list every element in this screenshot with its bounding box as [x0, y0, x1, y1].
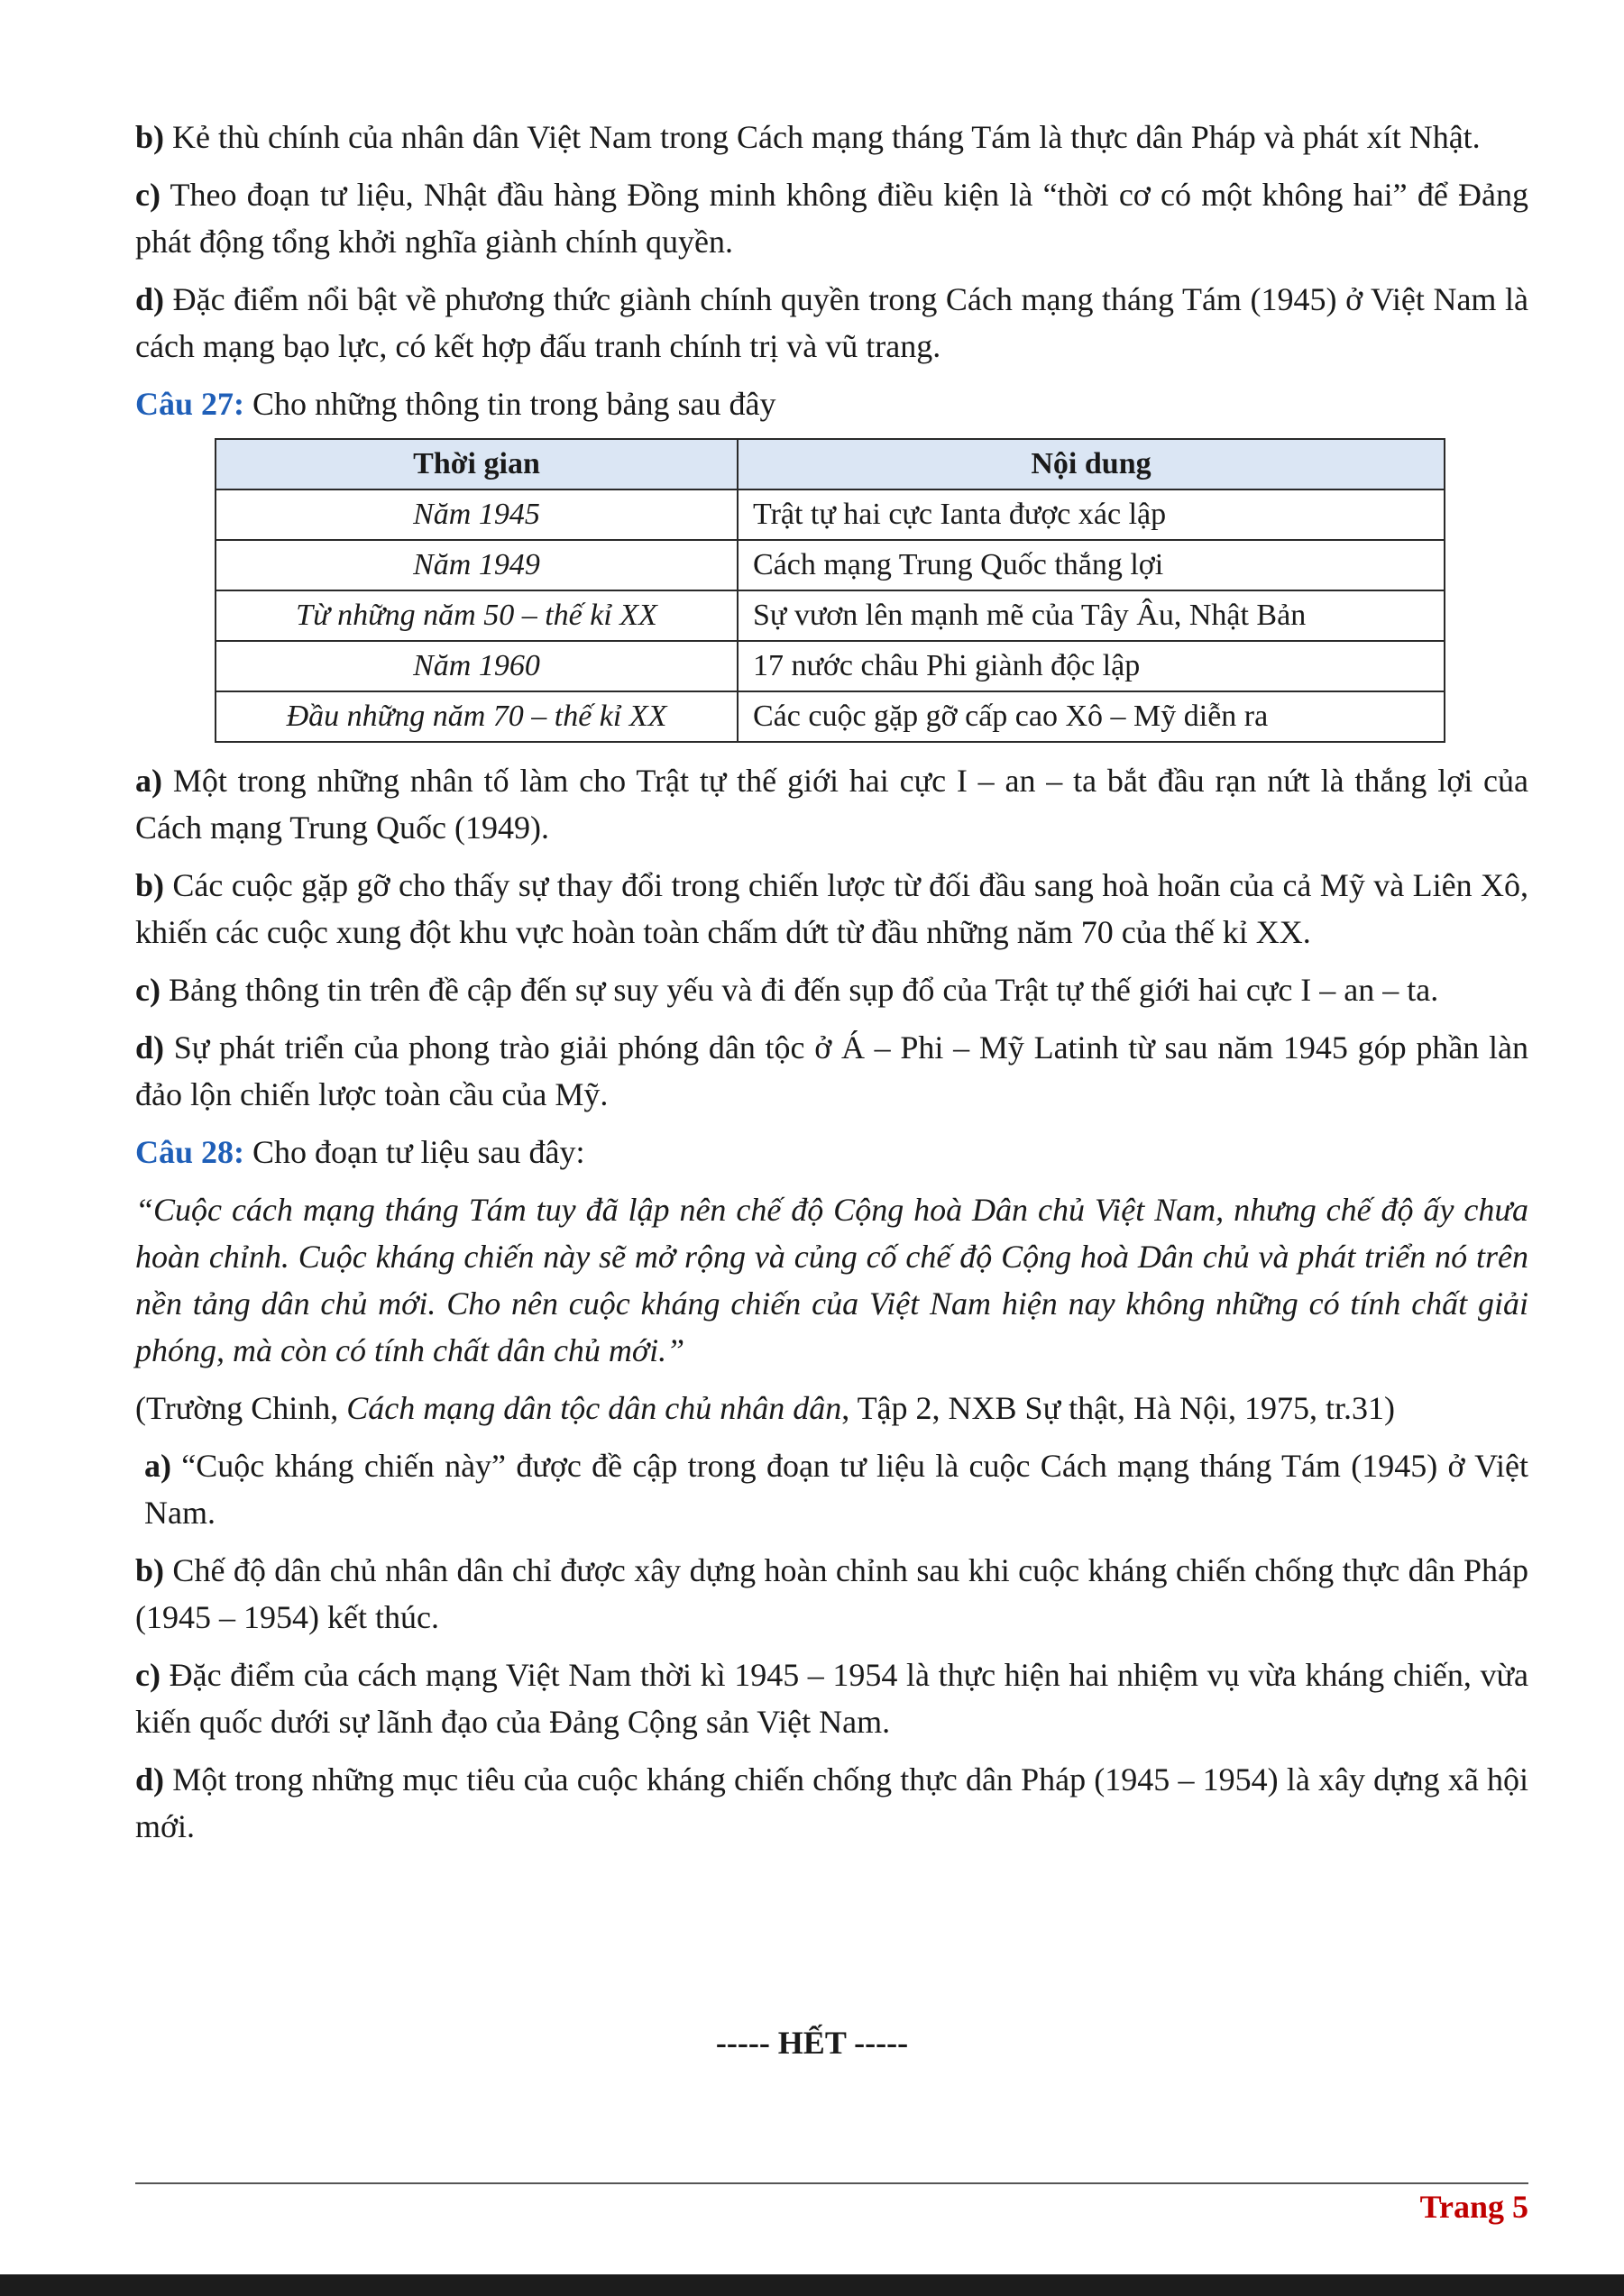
table-row: [216, 540, 1445, 590]
option-text: Chế độ dân chủ nhân dân chỉ được xây dựng hoàn chỉnh sau khi cuộc kháng chiến chống thực dân Pháp (1945 – 1954) kết thúc.: [135, 1552, 1528, 1635]
table-cell-time: Năm 1949: [216, 540, 738, 590]
option-label: a): [135, 763, 162, 799]
q26-option-b: [135, 114, 1528, 160]
table-cell-content: Sự vươn lên mạnh mẽ của Tây Âu, Nhật Bản: [738, 590, 1445, 641]
question-prompt: Cho những thông tin trong bảng sau đây: [244, 386, 776, 422]
q28-option-a: [135, 1442, 1528, 1536]
option-text: Một trong những nhân tố làm cho Trật tự thế giới hai cực I – an – ta bắt đầu rạn nứt là thắng lợi của Cách mạng Trung Quốc (1949).: [135, 763, 1528, 846]
question-prompt: Cho đoạn tư liệu sau đây:: [244, 1134, 585, 1170]
option-text: Sự phát triển của phong trào giải phóng dân tộc ở Á – Phi – Mỹ Latinh từ sau năm 1945 góp phần làn đảo lộn chiến lược toàn cầu của Mỹ.: [135, 1029, 1528, 1112]
footer-divider: [135, 2182, 1528, 2184]
q27-heading: [135, 380, 1528, 427]
q27-option-d: [135, 1024, 1528, 1118]
info-table: [215, 438, 1445, 743]
q28-option-d: [135, 1756, 1528, 1850]
option-text: Các cuộc gặp gỡ cho thấy sự thay đổi trong chiến lược từ đối đầu sang hoà hoãn của cả Mỹ và Liên Xô, khiến các cuộc xung đột khu vực hoàn toàn chấm dứt từ đầu những năm 70 của thế kỉ XX.: [135, 867, 1528, 950]
option-label: a): [144, 1448, 171, 1484]
document-body: [135, 114, 1528, 1861]
table-header-row: [216, 439, 1445, 489]
end-marker: ----- HẾT -----: [715, 2025, 909, 2061]
q28-heading: [135, 1129, 1528, 1175]
option-text: Bảng thông tin trên đề cập đến sự suy yếu và đi đến sụp đổ của Trật tự thế giới hai cực I – an – ta.: [160, 972, 1439, 1008]
option-label: b): [135, 1552, 165, 1588]
source-citation: [135, 1385, 1528, 1432]
table-cell-time: Năm 1945: [216, 489, 738, 540]
question-number: Câu 28:: [135, 1134, 245, 1170]
table-cell-content: Các cuộc gặp gỡ cấp cao Xô – Mỹ diễn ra: [738, 691, 1445, 742]
option-label: d): [135, 281, 165, 317]
option-label: d): [135, 1761, 165, 1797]
citation-prefix: (Trường Chinh,: [135, 1390, 347, 1426]
option-text: Theo đoạn tư liệu, Nhật đầu hàng Đồng minh không điều kiện là “thời cơ có một không hai” để Đảng phát động tổng khởi nghĩa giành chính quyền.: [135, 177, 1528, 260]
q28-option-c: [135, 1651, 1528, 1745]
option-text: Đặc điểm nổi bật về phương thức giành chính quyền trong Cách mạng tháng Tám (1945) ở Việt Nam là cách mạng bạo lực, có kết hợp đấu tranh chính trị và vũ trang.: [135, 281, 1528, 364]
q26-option-c: [135, 171, 1528, 265]
question-number: Câu 27:: [135, 386, 245, 422]
q26-option-d: [135, 276, 1528, 370]
table-cell-content: Cách mạng Trung Quốc thắng lợi: [738, 540, 1445, 590]
option-label: c): [135, 972, 161, 1008]
source-quote: “Cuộc cách mạng tháng Tám tuy đã lập nên chế độ Cộng hoà Dân chủ Việt Nam, nhưng chế độ ấy chưa hoàn chỉnh. Cuộc kháng chiến này sẽ mở rộng và củng cố chế độ Cộng hoà Dân chủ và phát triển nó trên nền tảng dân chủ mới. Cho nên cuộc kháng chiến của Việt Nam hiện nay không những có tính chất giải phóng, mà còn có tính chất dân chủ mới.”: [135, 1192, 1528, 1368]
q27-option-b: [135, 862, 1528, 956]
option-label: c): [135, 1657, 161, 1693]
page-number: Trang 5: [1419, 2189, 1528, 2225]
q27-option-a: [135, 757, 1528, 851]
table-header-time: Thời gian: [216, 439, 738, 489]
table-row: [216, 590, 1445, 641]
citation-suffix: , Tập 2, NXB Sự thật, Hà Nội, 1975, tr.31): [841, 1390, 1396, 1426]
table-row: [216, 641, 1445, 691]
table-row: [216, 691, 1445, 742]
bottom-border: [0, 2274, 1624, 2296]
table-cell-content: 17 nước châu Phi giành độc lập: [738, 641, 1445, 691]
table-cell-time: Năm 1960: [216, 641, 738, 691]
citation-title: Cách mạng dân tộc dân chủ nhân dân: [346, 1390, 842, 1426]
option-label: b): [135, 119, 165, 155]
option-text: Một trong những mục tiêu của cuộc kháng chiến chống thực dân Pháp (1945 – 1954) là xây dựng xã hội mới.: [135, 1761, 1528, 1844]
option-label: b): [135, 867, 165, 903]
table-header-content: Nội dung: [738, 439, 1445, 489]
table-cell-time: Từ những năm 50 – thế kỉ XX: [216, 590, 738, 641]
option-text: Đặc điểm của cách mạng Việt Nam thời kì 1945 – 1954 là thực hiện hai nhiệm vụ vừa kháng chiến, vừa kiến quốc dưới sự lãnh đạo của Đảng Cộng sản Việt Nam.: [135, 1657, 1528, 1740]
option-label: d): [135, 1029, 165, 1066]
table-cell-time: Đầu những năm 70 – thế kỉ XX: [216, 691, 738, 742]
option-label: c): [135, 177, 161, 213]
q28-option-b: [135, 1547, 1528, 1641]
table-cell-content: Trật tự hai cực Ianta được xác lập: [738, 489, 1445, 540]
q27-option-c: [135, 966, 1528, 1013]
option-text: Kẻ thù chính của nhân dân Việt Nam trong Cách mạng tháng Tám là thực dân Pháp và phát xít Nhật.: [164, 119, 1481, 155]
table-row: [216, 489, 1445, 540]
option-text: “Cuộc kháng chiến này” được đề cập trong đoạn tư liệu là cuộc Cách mạng tháng Tám (1945) ở Việt Nam.: [144, 1448, 1528, 1531]
